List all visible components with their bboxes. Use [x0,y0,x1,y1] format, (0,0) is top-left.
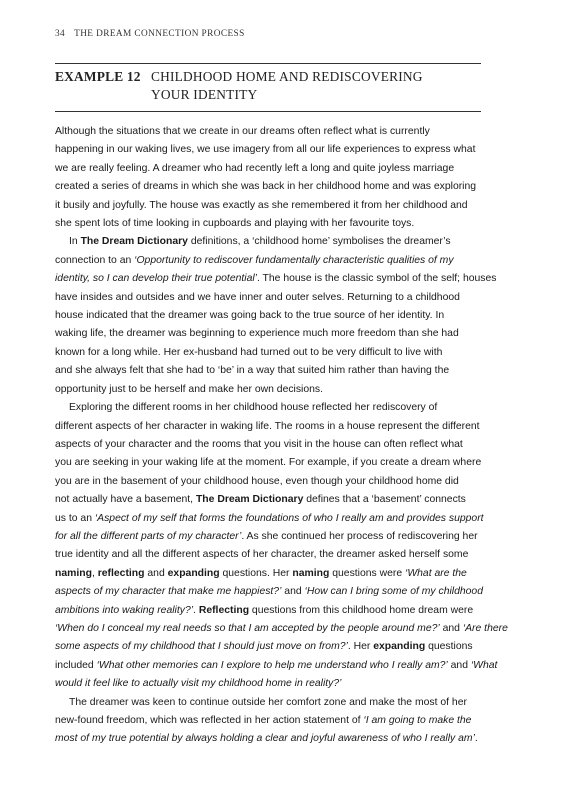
text-run: defines that a ‘basement’ connects [303,494,466,506]
text-run: waking life, the dreamer was beginning to experience much more freedom than she had [55,328,459,340]
text-run: questions from this childhood home dream were [249,604,474,616]
text-run: we are really feeling. A dreamer who had recently left a long and quite joyless marriage [55,162,455,174]
running-head-section: THE DREAM CONNECTION PROCESS [74,29,245,39]
text-run: connection to an [55,254,135,266]
italic-run: some aspects of my childhood that I should just move on from?’ [55,641,348,653]
text-run: . As she continued her process of rediscovering her [241,530,478,542]
bold-run: reflecting [97,567,145,579]
text-line [55,454,510,472]
text-line [55,730,510,748]
bold-run: expanding [167,567,220,579]
bold-run: naming [55,567,92,579]
text-line [55,583,510,601]
text-line [55,399,510,417]
example-label: EXAMPLE 12 [55,69,141,84]
italic-run: ‘Aspect of my self that forms the foundations of who I really am and provides support [94,512,484,524]
text-line [55,197,510,215]
example-title-line: CHILDHOOD HOME AND REDISCOVERING [151,69,423,84]
text-line [55,510,510,528]
text-run: . [474,733,478,745]
text-run: true identity and all the different aspects of her character, the dreamer asked herself some [55,549,469,561]
text-line [55,344,510,362]
text-line [55,325,510,343]
bold-run: expanding [373,641,426,653]
italic-run: ‘I am going to make the [363,715,472,726]
italic-run: ‘What other memories can I explore to help me understand who I really am?’ [96,659,448,671]
text-line [55,620,510,638]
text-run: included [55,659,97,671]
running-head [55,29,245,39]
text-line [55,712,510,730]
text-run: created a series of dreams in which she was back in her childhood home and was exploring [55,181,477,193]
text-run: . The house is the classic symbol of the self; houses [256,273,497,285]
text-line [55,160,510,178]
text-run: and [144,567,168,579]
text-line [55,381,510,399]
text-line [55,565,510,583]
bold-run: The Dream Dictionary [80,236,188,248]
bold-run: Reflecting [198,604,250,616]
text-run: have insides and outsides and we have inner and outer selves. Returning to a childhood [55,291,460,303]
text-line [55,252,510,270]
italic-run: identity, so I can develop their true potential’ [55,273,257,285]
text-line [55,123,510,141]
text-run: The dreamer was keen to continue outside her comfort zone and make the most of her [69,696,467,708]
text-run: Although the situations that we create in our dreams often reflect what is currently [55,126,430,137]
italic-run: aspects of my character that make me happiest?’ [55,586,282,598]
heading-rule-bottom [55,111,481,112]
body-paragraph [55,399,510,694]
text-line [55,233,510,251]
text-run: you are in the basement of your childhood house, even though your childhood home did [55,475,459,487]
text-line [55,141,510,159]
italic-run: most of my true potential by always holding a clear and joyful awareness of who I really am’ [55,733,475,745]
text-line [55,215,510,233]
italic-run: would it feel like to actually visit my childhood home in reality?’ [55,678,342,690]
text-run: happening in our waking lives, we use imagery from all our life experiences to express what [55,144,476,156]
text-run: and [439,622,463,634]
text-line [55,362,510,380]
text-run: and [447,659,471,671]
body-paragraph [55,694,510,749]
text-run: new-found freedom, which was reflected in her action statement of [55,715,364,726]
text-line [55,473,510,491]
text-run: it busily and joyfully. The house was exactly as she remembered it from her childhood and [55,199,468,211]
italic-run: ‘How can I bring some of my childhood [304,586,483,598]
text-run: , [91,567,98,579]
text-line [55,602,510,620]
bold-run: naming [292,567,330,579]
text-run: . [193,604,199,616]
text-line [55,307,510,325]
italic-run: ‘Opportunity to rediscover fundamentally characteristic qualities of my [134,254,454,266]
italic-run: ‘Are there [462,622,508,634]
heading-rule-top [55,63,481,64]
example-title-line: YOUR IDENTITY [151,87,258,102]
text-run: . Her [347,641,374,653]
example-title [151,68,481,104]
text-run: and [281,586,305,598]
text-line [55,638,510,656]
example-heading [55,68,481,104]
text-line [55,289,510,307]
text-run: she spent lots of time looking in cupboards and playing with her favourite toys. [55,218,415,230]
text-run: In [69,236,81,248]
text-run: house indicated that the dreamer was going back to the true source of her identity. In [55,310,445,322]
text-run: definitions, a ‘childhood home’ symbolises the dreamer’s [187,236,451,248]
text-line [55,546,510,564]
text-run: not actually have a basement, [55,494,196,506]
text-line [55,675,510,693]
text-run: Exploring the different rooms in her childhood house reflected her rediscovery of [69,402,438,414]
italic-run: ‘When do I conceal my real needs so that I am accepted by the people around me?’ [55,622,440,634]
text-line [55,528,510,546]
italic-run: ambitions into waking reality?’ [55,604,194,616]
text-run: questions. Her [219,567,293,579]
page-number: 34 [55,29,66,39]
text-run: aspects of your character and the rooms that you visit in the house can often reflect what [55,438,463,450]
text-run: and she always felt that she had to ‘be’ in a way that suited him rather than having the [55,365,450,377]
text-line [55,178,510,196]
text-line [55,418,510,436]
text-run: questions were [329,567,406,579]
text-line [55,436,510,454]
body-paragraph [55,233,510,399]
text-run: questions [425,641,473,653]
body-paragraph [55,123,510,233]
text-run: you are seeking in your waking life at the moment. For example, if you create a dream where [55,457,482,469]
text-line [55,657,510,675]
body-text [55,123,510,749]
text-run: us to an [55,512,95,524]
text-run: known for a long while. Her ex-husband had turned out to be very difficult to live with [55,346,443,358]
text-run: opportunity just to be herself and make her own decisions. [55,383,324,395]
text-line [55,270,510,288]
italic-run: ‘What are the [405,567,467,579]
text-line [55,694,510,712]
text-run: different aspects of her character in waking life. The rooms in a house represent the different [55,420,480,432]
italic-run: ‘What [470,659,498,671]
italic-run: for all the different parts of my character’ [55,530,242,542]
bold-run: The Dream Dictionary [195,494,304,506]
text-line [55,491,510,509]
